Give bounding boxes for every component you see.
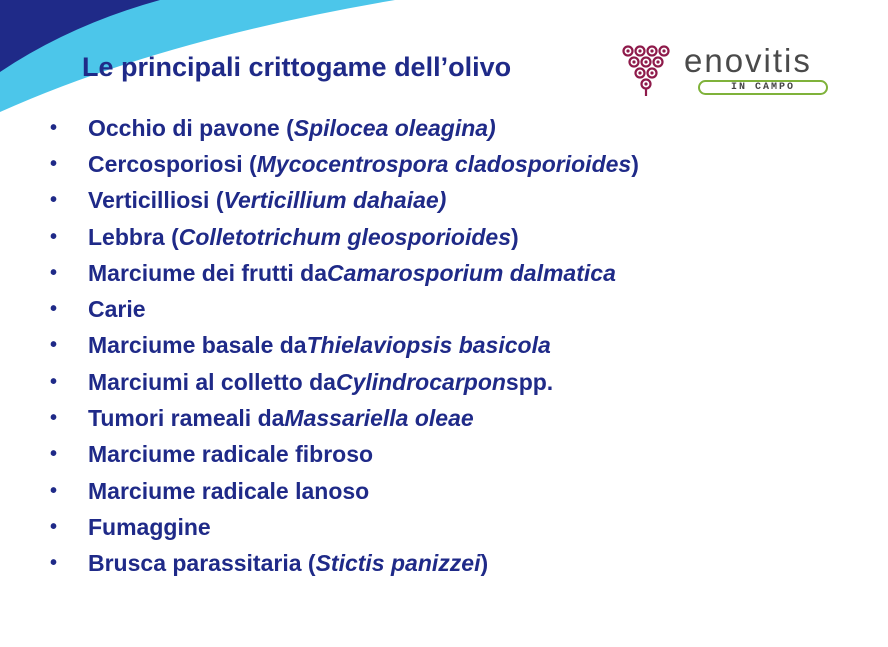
item-text: Marciume dei frutti da: [88, 259, 327, 286]
item-text: Brusca parassitaria (: [88, 550, 316, 577]
bullet-icon: •: [50, 225, 58, 248]
item-species: Verticillium dahaiae): [223, 187, 447, 214]
item-text: Fumaggine: [88, 513, 211, 540]
item-text: Marciume basale da: [88, 332, 307, 359]
list-item: [50, 509, 639, 545]
bullet-icon: •: [50, 298, 58, 321]
item-species: Stictis panizzei: [315, 550, 481, 577]
grape-cluster-icon: [618, 42, 678, 98]
slide-title: Le principali crittogame dell’olivo: [82, 52, 512, 82]
item-suffix: ): [511, 223, 519, 250]
item-text: Marciumi al colletto da: [88, 368, 336, 395]
list-item: [50, 219, 639, 255]
list-item: [50, 400, 639, 436]
item-text: Cercosporiosi (: [88, 150, 257, 177]
list-item: [50, 183, 639, 219]
bullet-icon: •: [50, 334, 58, 357]
item-species: Cylindrocarpon: [335, 368, 506, 395]
bullet-icon: •: [50, 261, 58, 284]
bullet-icon: •: [50, 515, 58, 538]
item-species: Spilocea oleagina): [293, 114, 496, 141]
bullet-icon: •: [50, 152, 58, 175]
list-item: [50, 546, 639, 582]
list-item: [50, 255, 639, 291]
list-item: [50, 146, 639, 182]
item-species: Colletotrichum gleosporioides: [178, 223, 511, 250]
bullet-icon: •: [50, 552, 58, 575]
bullet-icon: •: [50, 479, 58, 502]
item-text: Tumori rameali da: [88, 405, 285, 432]
item-text: Verticilliosi (: [88, 187, 224, 214]
item-species: Camarosporium dalmatica: [326, 259, 616, 286]
list-item: [50, 110, 639, 146]
enovitis-logo: [618, 42, 850, 98]
logo-wordmark: enovitis: [684, 42, 812, 79]
bullet-icon: •: [50, 407, 58, 430]
list-item: [50, 291, 639, 327]
bullet-icon: •: [50, 189, 58, 212]
item-text: Lebbra (: [88, 223, 179, 250]
item-text: Occhio di pavone (: [88, 114, 294, 141]
bullet-icon: •: [50, 443, 58, 466]
crittogame-list: [50, 110, 639, 582]
bullet-icon: •: [50, 116, 58, 139]
item-suffix: ): [480, 550, 489, 577]
item-text: Marciume radicale lanoso: [88, 477, 370, 504]
list-item: [50, 437, 639, 473]
item-species: Mycocentrospora cladosporioides: [256, 150, 632, 177]
list-item: [50, 473, 639, 509]
item-suffix: spp.: [505, 368, 554, 395]
item-text: Marciume radicale fibroso: [88, 441, 374, 468]
list-item: [50, 364, 639, 400]
item-suffix: ): [631, 150, 639, 177]
item-text: Carie: [88, 296, 146, 323]
logo-badge: IN CAMPO: [698, 80, 828, 95]
list-item: [50, 328, 639, 364]
bullet-icon: •: [50, 370, 58, 393]
item-species: Massariella oleae: [284, 405, 474, 432]
item-species: Thielaviopsis basicola: [306, 332, 551, 359]
